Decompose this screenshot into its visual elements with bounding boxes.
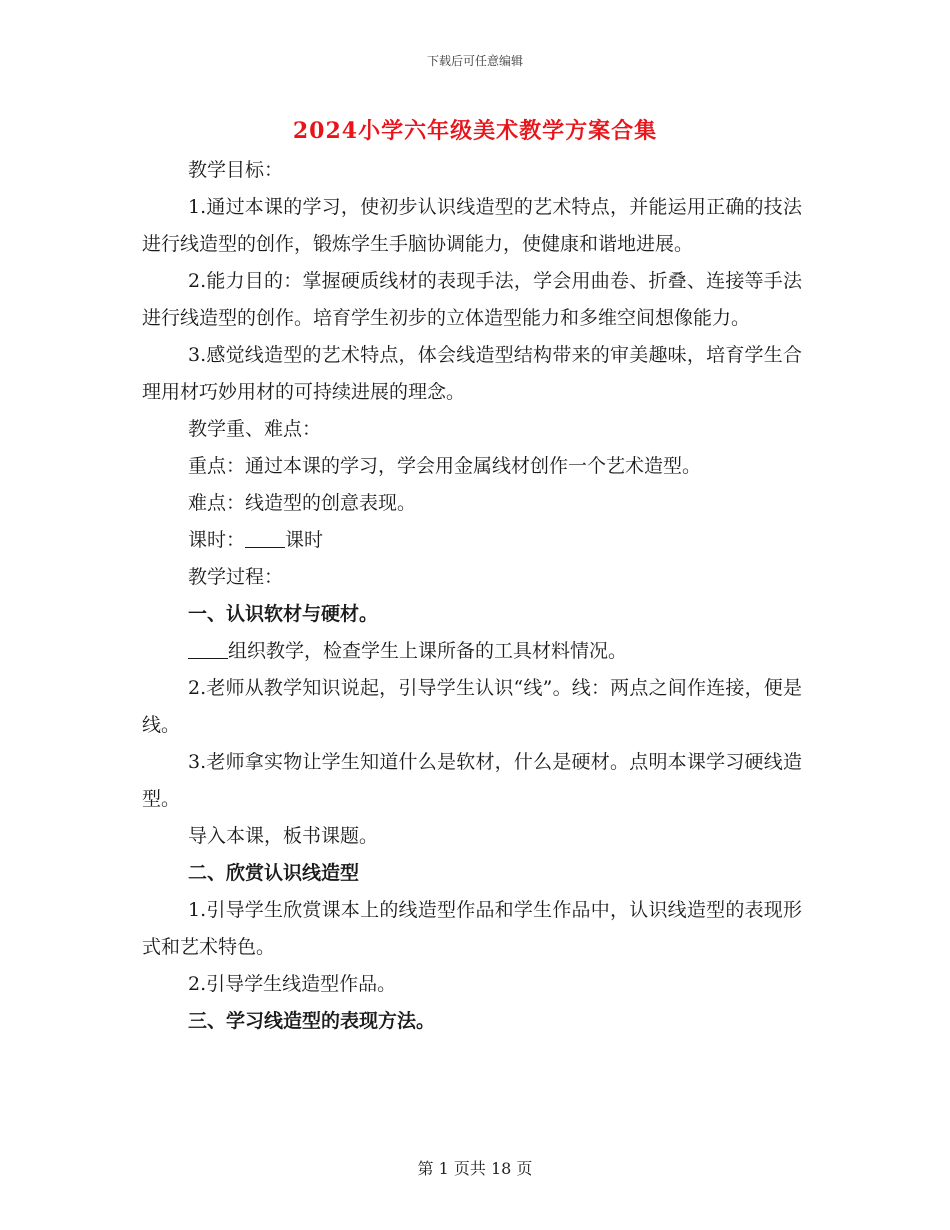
paragraph-step-2: 2.老师从教学知识说起，引导学生认识“线”。线：两点之间作连接，便是线。: [142, 677, 802, 736]
paragraph-keypoint: 重点：通过本课的学习，学会用金属线材创作一个艺术造型。: [188, 455, 702, 477]
section-heading-1: 一、认识软材与硬材。: [188, 603, 379, 625]
paragraph-objective-1: 1.通过本课的学习，使初步认识线造型的艺术特点，并能运用正确的技法进行线造型的创作，锻炼学生手脑协调能力，使健康和谐地进展。: [142, 196, 802, 255]
section-heading-3: 三、学习线造型的表现方法。: [188, 1010, 436, 1032]
page-footer: 第 1 页共 18 页: [417, 1159, 533, 1178]
paragraph-step-3: 3.老师拿实物让学生知道什么是软材，什么是硬材。点明本课学习硬线造型。: [142, 751, 802, 810]
paragraph-appreciate-1: 1.引导学生欣赏课本上的线造型作品和学生作品中，认识线造型的表现形式和艺术特色。: [142, 899, 802, 958]
step-1-text: 组织教学，检查学生上课所备的工具材料情况。: [228, 640, 628, 662]
section-heading-2: 二、欣赏认识线造型: [188, 862, 360, 884]
paragraph-intro: 导入本课，板书课题。: [188, 825, 379, 847]
paragraph-difficulty: 难点：线造型的创意表现。: [188, 492, 417, 514]
class-hours-label: 课时：: [188, 529, 246, 551]
paragraph-keypoints-heading: 教学重、难点：: [188, 418, 322, 440]
class-hours-unit: 课时: [285, 529, 324, 551]
blank-underline: [188, 638, 228, 659]
paragraph-class-hours: [142, 522, 802, 559]
paragraph-process-heading: 教学过程：: [188, 566, 284, 588]
paragraph-step-1: [142, 633, 802, 670]
paragraph-objective-3: 3.感觉线造型的艺术特点，体会线造型结构带来的审美趣味，培育学生合理用材巧妙用材的可持续进展的理念。: [142, 344, 802, 403]
document-body: [142, 152, 802, 1040]
paragraph-objective-2: 2.能力目的：掌握硬质线材的表现手法，学会用曲卷、折叠、连接等手法进行线造型的创作。培育学生初步的立体造型能力和多维空间想像能力。: [142, 270, 802, 329]
paragraph-appreciate-2: 2.引导学生线造型作品。: [188, 973, 397, 995]
document-title: 2024小学六年级美术教学方案合集: [292, 118, 658, 144]
blank-underline: [245, 527, 285, 548]
header-note: 下载后可任意编辑: [426, 54, 523, 68]
paragraph-objectives-heading: 教学目标：: [188, 159, 284, 181]
